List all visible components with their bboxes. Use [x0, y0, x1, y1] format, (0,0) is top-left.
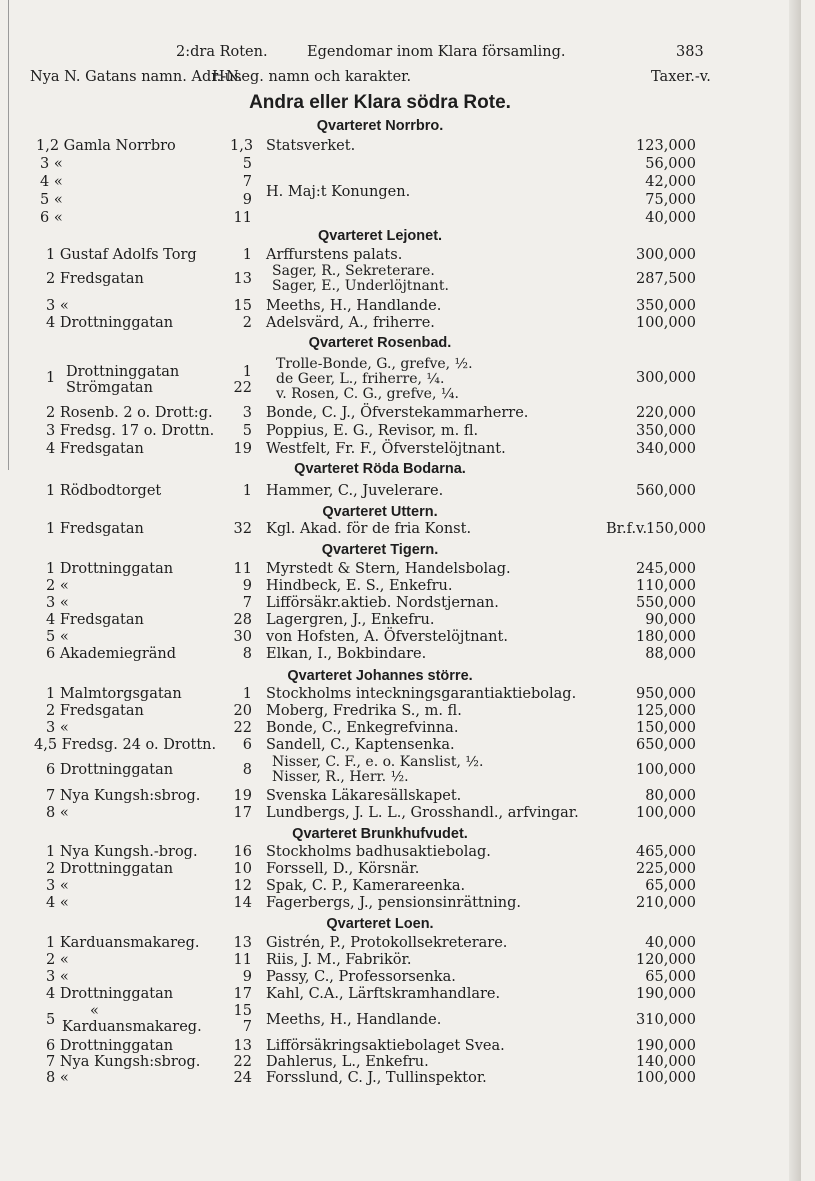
tax-value: 65,000 [645, 878, 696, 894]
house-number: 20 [233, 703, 252, 719]
street: 1 Drottninggatan [46, 561, 174, 577]
tax-value: 100,000 [636, 1070, 696, 1086]
house-number: 22 [233, 720, 252, 736]
house-number: 2 [242, 315, 252, 331]
owner: Elkan, I., Bokbindare. [266, 646, 427, 662]
street: 6 Drottninggatan [46, 1038, 174, 1054]
tax-value: 310,000 [636, 1012, 696, 1028]
street: 2 Fredsgatan [46, 271, 144, 287]
house-number: 16 [233, 844, 252, 860]
street: 1 Fredsgatan [46, 521, 144, 537]
house-number: 19 [233, 788, 252, 804]
house-number: 9 [242, 192, 252, 208]
tax-value: 100,000 [636, 805, 696, 821]
street: 3 Fredsg. 17 o. Drottn. [46, 423, 215, 439]
owner: H. Maj:t Konungen. [266, 184, 411, 200]
street: 3 « [46, 878, 69, 894]
street-primary: « [90, 1003, 99, 1019]
owner: von Hofsten, A. Öfverstelöjtnant. [266, 629, 508, 645]
owner: Spak, C. P., Kamerareenka. [266, 878, 466, 894]
tax-value: 65,000 [645, 969, 696, 985]
owner: Adelsvärd, A., friherre. [266, 315, 435, 331]
house-number: 1 [242, 247, 252, 263]
street: 5 « [40, 192, 63, 208]
street: 1 Rödbodtorget [46, 483, 162, 499]
owner: Meeths, H., Handlande. [266, 1012, 442, 1028]
tax-value: 110,000 [636, 578, 696, 594]
street: 4 « [46, 895, 69, 911]
house-number: 10 [233, 861, 252, 877]
street: 3 « [46, 298, 69, 314]
house-number: 3 [242, 405, 252, 421]
owner: Meeths, H., Handlande. [266, 298, 442, 314]
house-number: 11 [233, 952, 252, 968]
note: Br.f.v. [606, 521, 648, 537]
street: 2 Fredsgatan [46, 703, 144, 719]
street: 4 « [40, 174, 63, 190]
tax-value: 42,000 [645, 174, 696, 190]
tax-value: 340,000 [636, 441, 696, 457]
house-number: 19 [233, 441, 252, 457]
tax-value: 245,000 [636, 561, 696, 577]
street: 7 Nya Kungsh:sbrog. [46, 788, 201, 804]
owner: Fagerbergs, J., pensionsinrättning. [266, 895, 521, 911]
house-number: 7 [242, 595, 252, 611]
column-header-tax: Taxer.-v. [651, 69, 711, 85]
owner: Stockholms inteckningsgarantiaktiebolag. [266, 686, 577, 702]
street: 1 Karduansmakareg. [46, 935, 200, 951]
house-number: 8 [242, 646, 252, 662]
owner: Forssell, D., Körsnär. [266, 861, 420, 877]
tax-value: 150,000 [646, 521, 706, 537]
house-number: 9 [242, 578, 252, 594]
tax-value: 350,000 [636, 298, 696, 314]
owner: Statsverket. [266, 138, 356, 154]
tax-value: 125,000 [636, 703, 696, 719]
owner: Lundbergs, J. L. L., Grosshandl., arfvingar. [266, 805, 579, 821]
page-title: Andra eller Klara södra Rote. [249, 92, 511, 113]
tax-value: 225,000 [636, 861, 696, 877]
row-number: 1 [46, 370, 56, 386]
owner: Kgl. Akad. för de fria Konst. [266, 521, 472, 537]
street-secondary: Strömgatan [66, 380, 153, 396]
house-number-primary: 1 [242, 364, 252, 380]
street: 1 Gustaf Adolfs Torg [46, 247, 197, 263]
house-number: 17 [233, 986, 252, 1002]
owner: Forsslund, C. J., Tullinspektor. [266, 1070, 487, 1086]
house-number: 5 [242, 423, 252, 439]
column-header-street: Nya N. Gatans namn. Adr.-N. [30, 69, 243, 85]
tax-value: 140,000 [636, 1054, 696, 1070]
house-number: 5 [242, 156, 252, 172]
owner: Passy, C., Professorsenka. [266, 969, 456, 985]
tax-value: 80,000 [645, 788, 696, 804]
house-number: 22 [233, 1054, 252, 1070]
house-number: 11 [233, 210, 252, 226]
house-number-secondary: 22 [233, 380, 252, 396]
owner: Riis, J. M., Fabrikör. [266, 952, 412, 968]
section-heading-uttern: Qvarteret Uttern. [322, 504, 438, 520]
street: 2 Drottninggatan [46, 861, 174, 877]
tax-value: 190,000 [636, 1038, 696, 1054]
tax-value: 287,500 [636, 271, 696, 287]
header-section-label: 2:dra Roten. [176, 44, 268, 60]
owner: Westfelt, Fr. F., Öfverstelöjtnant. [266, 441, 506, 457]
owner: Lagergren, J., Enkefru. [266, 612, 435, 628]
street: 1,2 Gamla Norrbro [36, 138, 176, 154]
tax-value: 180,000 [636, 629, 696, 645]
house-number: 1 [242, 483, 252, 499]
section-heading-roda-bodarna: Qvarteret Röda Bodarna. [294, 461, 466, 477]
section-heading-loen: Qvarteret Loen. [326, 916, 434, 932]
tax-value: 56,000 [645, 156, 696, 172]
street: 8 « [46, 805, 69, 821]
house-number: 17 [233, 805, 252, 821]
house-number: 8 [242, 762, 252, 778]
tax-value: 560,000 [636, 483, 696, 499]
tax-value: 350,000 [636, 423, 696, 439]
owner-secondary: Sager, E., Underlöjtnant. [272, 278, 449, 294]
house-number: 1 [242, 686, 252, 702]
street: 1 Nya Kungsh.-brog. [46, 844, 198, 860]
tax-value: 123,000 [636, 138, 696, 154]
tax-value: 190,000 [636, 986, 696, 1002]
house-number: 28 [233, 612, 252, 628]
house-number: 32 [233, 521, 252, 537]
section-heading-tigern: Qvarteret Tigern. [321, 542, 439, 558]
street: 4 Fredsgatan [46, 612, 144, 628]
tax-value: 120,000 [636, 952, 696, 968]
street: 3 « [46, 720, 69, 736]
tax-value: 950,000 [636, 686, 696, 702]
owner: Bonde, C., Enkegrefvinna. [266, 720, 459, 736]
page-edge-right [789, 0, 801, 1181]
street: 6 Drottninggatan [46, 762, 174, 778]
tax-value: 465,000 [636, 844, 696, 860]
tax-value: 40,000 [645, 210, 696, 226]
owner: Kahl, C.A., Lärftskramhandlare. [266, 986, 501, 1002]
street-primary: Drottninggatan [66, 364, 180, 380]
house-number: 6 [242, 737, 252, 753]
tax-value: 88,000 [645, 646, 696, 662]
owner: Hammer, C., Juvelerare. [266, 483, 444, 499]
owner-2: de Geer, L., friherre, ¼. [276, 371, 445, 387]
owner: Hindbeck, E. S., Enkefru. [266, 578, 453, 594]
house-number: 24 [233, 1070, 252, 1086]
owner: Bonde, C. J., Öfverstekammarherre. [266, 405, 529, 421]
street: 7 Nya Kungsh:sbrog. [46, 1054, 201, 1070]
owner-primary: Sager, R., Sekreterare. [272, 263, 435, 279]
tax-value: 220,000 [636, 405, 696, 421]
house-number: 11 [233, 561, 252, 577]
street: 3 « [40, 156, 63, 172]
tax-value: 300,000 [636, 370, 696, 386]
street: 3 « [46, 595, 69, 611]
tax-value: 300,000 [636, 247, 696, 263]
section-heading-lejonet: Qvarteret Lejonet. [317, 228, 443, 244]
section-heading-brunkhufvudet: Qvarteret Brunkhufvudet. [292, 826, 468, 842]
section-heading-johannes: Qvarteret Johannes större. [287, 668, 473, 684]
tax-value: 90,000 [645, 612, 696, 628]
header-description: Egendomar inom Klara församling. [307, 44, 566, 60]
owner: Moberg, Fredrika S., m. fl. [266, 703, 462, 719]
tax-value: 150,000 [636, 720, 696, 736]
tax-value: 75,000 [645, 192, 696, 208]
tax-value: 550,000 [636, 595, 696, 611]
owner-1: Trolle-Bonde, G., grefve, ½. [276, 356, 473, 372]
row-number: 5 [46, 1012, 56, 1028]
owner-3: v. Rosen, C. G., grefve, ¼. [276, 386, 459, 402]
owner-primary: Nisser, C. F., e. o. Kanslist, ½. [272, 754, 484, 770]
tax-value: 650,000 [636, 737, 696, 753]
owner: Lifförsäkr.aktieb. Nordstjernan. [266, 595, 499, 611]
owner: Dahlerus, L., Enkefru. [266, 1054, 429, 1070]
street: 2 « [46, 578, 69, 594]
house-number-primary: 15 [233, 1003, 252, 1019]
owner-secondary: Nisser, R., Herr. ½. [272, 769, 409, 785]
street: 5 « [46, 629, 69, 645]
house-number: 14 [233, 895, 252, 911]
house-number-secondary: 7 [242, 1019, 252, 1035]
house-number: 13 [233, 935, 252, 951]
owner: Svenska Läkaresällskapet. [266, 788, 462, 804]
street: 4 Drottninggatan [46, 986, 174, 1002]
owner: Myrstedt & Stern, Handelsbolag. [266, 561, 511, 577]
tax-value: 40,000 [645, 935, 696, 951]
owner: Arffurstens palats. [266, 247, 403, 263]
street: 4 Fredsgatan [46, 441, 144, 457]
street: 8 « [46, 1070, 69, 1086]
owner: Stockholms badhusaktiebolag. [266, 844, 491, 860]
section-heading-rosenbad: Qvarteret Rosenbad. [308, 335, 452, 351]
street: 4 Drottninggatan [46, 315, 174, 331]
column-header-owner: Huseg. namn och karakter. [212, 69, 412, 85]
house-number: 13 [233, 271, 252, 287]
house-number: 7 [242, 174, 252, 190]
section-heading-norrbro: Qvarteret Norrbro. [316, 118, 444, 134]
street-secondary: Karduansmakareg. [62, 1019, 202, 1035]
owner: Sandell, C., Kaptensenka. [266, 737, 455, 753]
page-number: 383 [676, 44, 704, 60]
tax-value: 210,000 [636, 895, 696, 911]
tax-value: 100,000 [636, 315, 696, 331]
house-number: 15 [233, 298, 252, 314]
street: 6 Akademiegränd [46, 646, 177, 662]
house-number: 30 [233, 629, 252, 645]
house-number: 9 [242, 969, 252, 985]
street: 4,5 Fredsg. 24 o. Drottn. [34, 737, 217, 753]
street: 2 Rosenb. 2 o. Drott:g. [46, 405, 213, 421]
tax-value: 100,000 [636, 762, 696, 778]
owner: Poppius, E. G., Revisor, m. fl. [266, 423, 479, 439]
street: 3 « [46, 969, 69, 985]
street: 2 « [46, 952, 69, 968]
street: 1 Malmtorgsgatan [46, 686, 182, 702]
house-number: 1,3 [230, 138, 254, 154]
owner: Gistrén, P., Protokollsekreterare. [266, 935, 508, 951]
house-number: 13 [233, 1038, 252, 1054]
house-number: 12 [233, 878, 252, 894]
street: 6 « [40, 210, 63, 226]
owner: Lifförsäkringsaktiebolaget Svea. [266, 1038, 505, 1054]
